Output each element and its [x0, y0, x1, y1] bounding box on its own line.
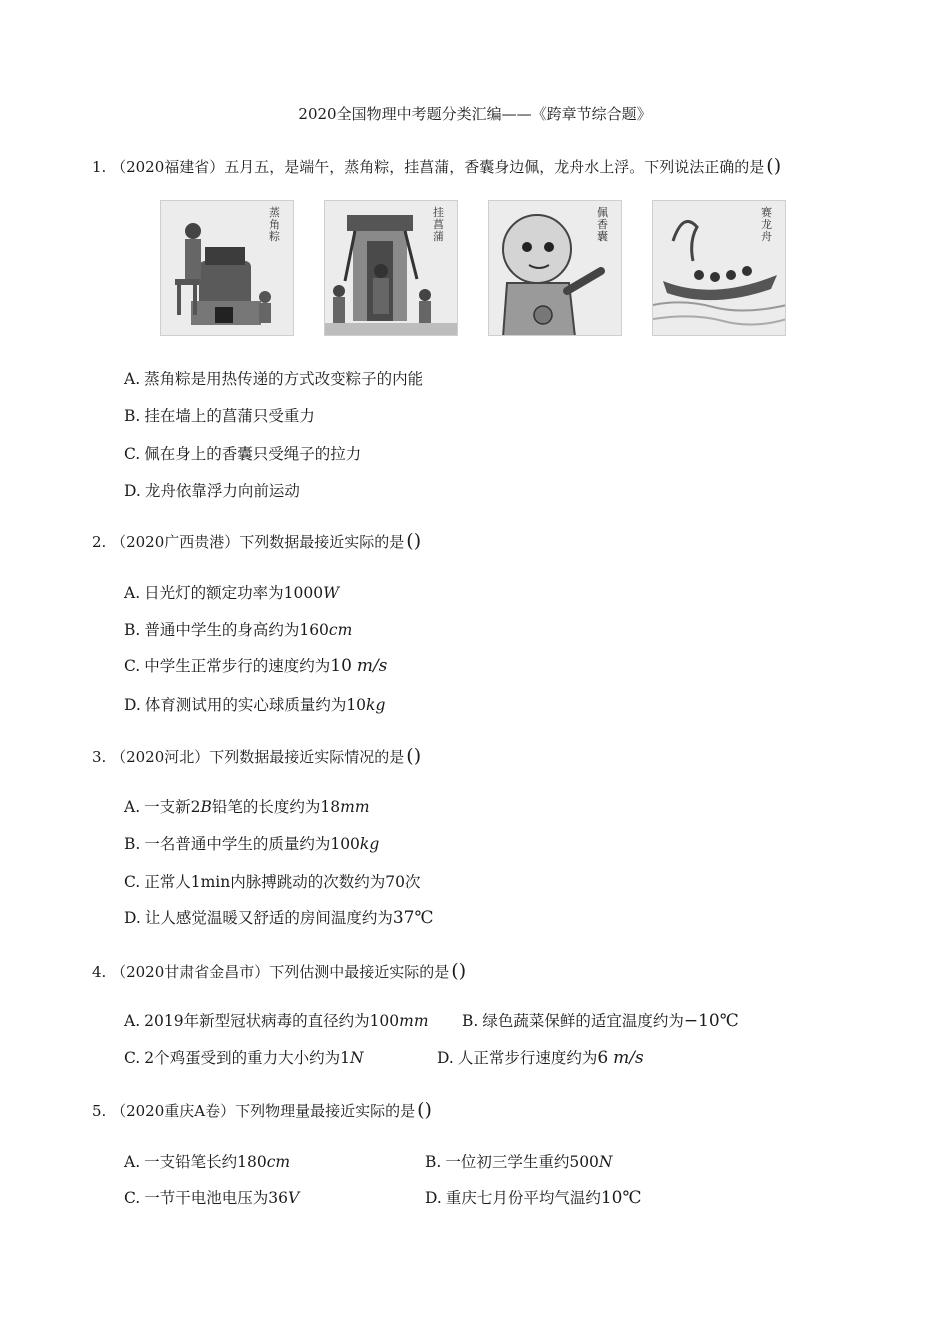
question-4-stem: 4. （2020甘肃省金昌市）下列估测中最接近实际的是 (): [92, 960, 467, 982]
q2-option-c[interactable]: C. 中学生正常步行的速度约为10 m/s: [124, 656, 388, 676]
calamus-illustration: [324, 200, 458, 336]
q1-option-a[interactable]: A. 蒸角粽是用热传递的方式改变粽子的内能: [124, 370, 424, 388]
sachet-illustration: [488, 200, 622, 336]
image-label: 佩香囊: [597, 206, 608, 243]
q1-option-b[interactable]: B. 挂在墙上的菖蒲只受重力: [124, 407, 315, 425]
image-label: 赛龙舟: [761, 206, 772, 243]
q3-option-c[interactable]: C. 正常人1min内脉搏跳动的次数约为70次: [124, 873, 421, 891]
q3-option-a[interactable]: A. 一支新2B铅笔的长度约为18mm: [124, 798, 370, 816]
q1-option-c[interactable]: C. 佩在身上的香囊只受绳子的拉力: [124, 445, 362, 463]
q2-option-b[interactable]: B. 普通中学生的身高约为160cm: [124, 621, 353, 639]
q2-option-a[interactable]: A. 日光灯的额定功率为1000W: [124, 584, 340, 602]
q4-option-a[interactable]: A. 2019年新型冠状病毒的直径约为100mm: [124, 1012, 429, 1030]
q5-option-b[interactable]: B. 一位初三学生重约500N: [425, 1153, 613, 1171]
q2-option-d[interactable]: D. 体育测试用的实心球质量约为10kg: [124, 696, 386, 714]
q5-option-d[interactable]: D. 重庆七月份平均气温约10℃: [425, 1188, 642, 1208]
q4-option-b[interactable]: B. 绿色蔬菜保鲜的适宜温度约为−10℃: [462, 1011, 739, 1031]
image-label: 挂菖蒲: [433, 206, 444, 243]
dragon-boat-illustration: [652, 200, 786, 336]
question-5-stem: 5. （2020重庆A卷）下列物理量最接近实际的是 (): [92, 1099, 432, 1121]
q1-option-d[interactable]: D. 龙舟依靠浮力向前运动: [124, 482, 300, 500]
question-1-stem: 1. （2020福建省）五月五，是端午，蒸角粽，挂菖蒲，香囊身边佩，龙舟水上浮。下列说法正确的是 (): [92, 155, 782, 177]
q4-option-d[interactable]: D. 人正常步行速度约为6 m/s: [437, 1048, 644, 1068]
document-title: 2020全国物理中考题分类汇编——《跨章节综合题》: [298, 105, 652, 123]
q3-option-d[interactable]: D. 让人感觉温暖又舒适的房间温度约为37℃: [124, 908, 434, 928]
q5-option-c[interactable]: C. 一节干电池电压为36V: [124, 1189, 300, 1207]
q3-option-b[interactable]: B. 一名普通中学生的质量约为100kg: [124, 835, 380, 853]
q4-option-c[interactable]: C. 2个鸡蛋受到的重力大小约为1N: [124, 1049, 364, 1067]
zongzi-illustration: [160, 200, 294, 336]
q5-option-a[interactable]: A. 一支铅笔长约180cm: [124, 1153, 291, 1171]
question-2-stem: 2. （2020广西贵港）下列数据最接近实际的是 (): [92, 530, 422, 552]
question-3-stem: 3. （2020河北）下列数据最接近实际情况的是 (): [92, 745, 422, 767]
image-label: 蒸角粽: [269, 206, 280, 243]
